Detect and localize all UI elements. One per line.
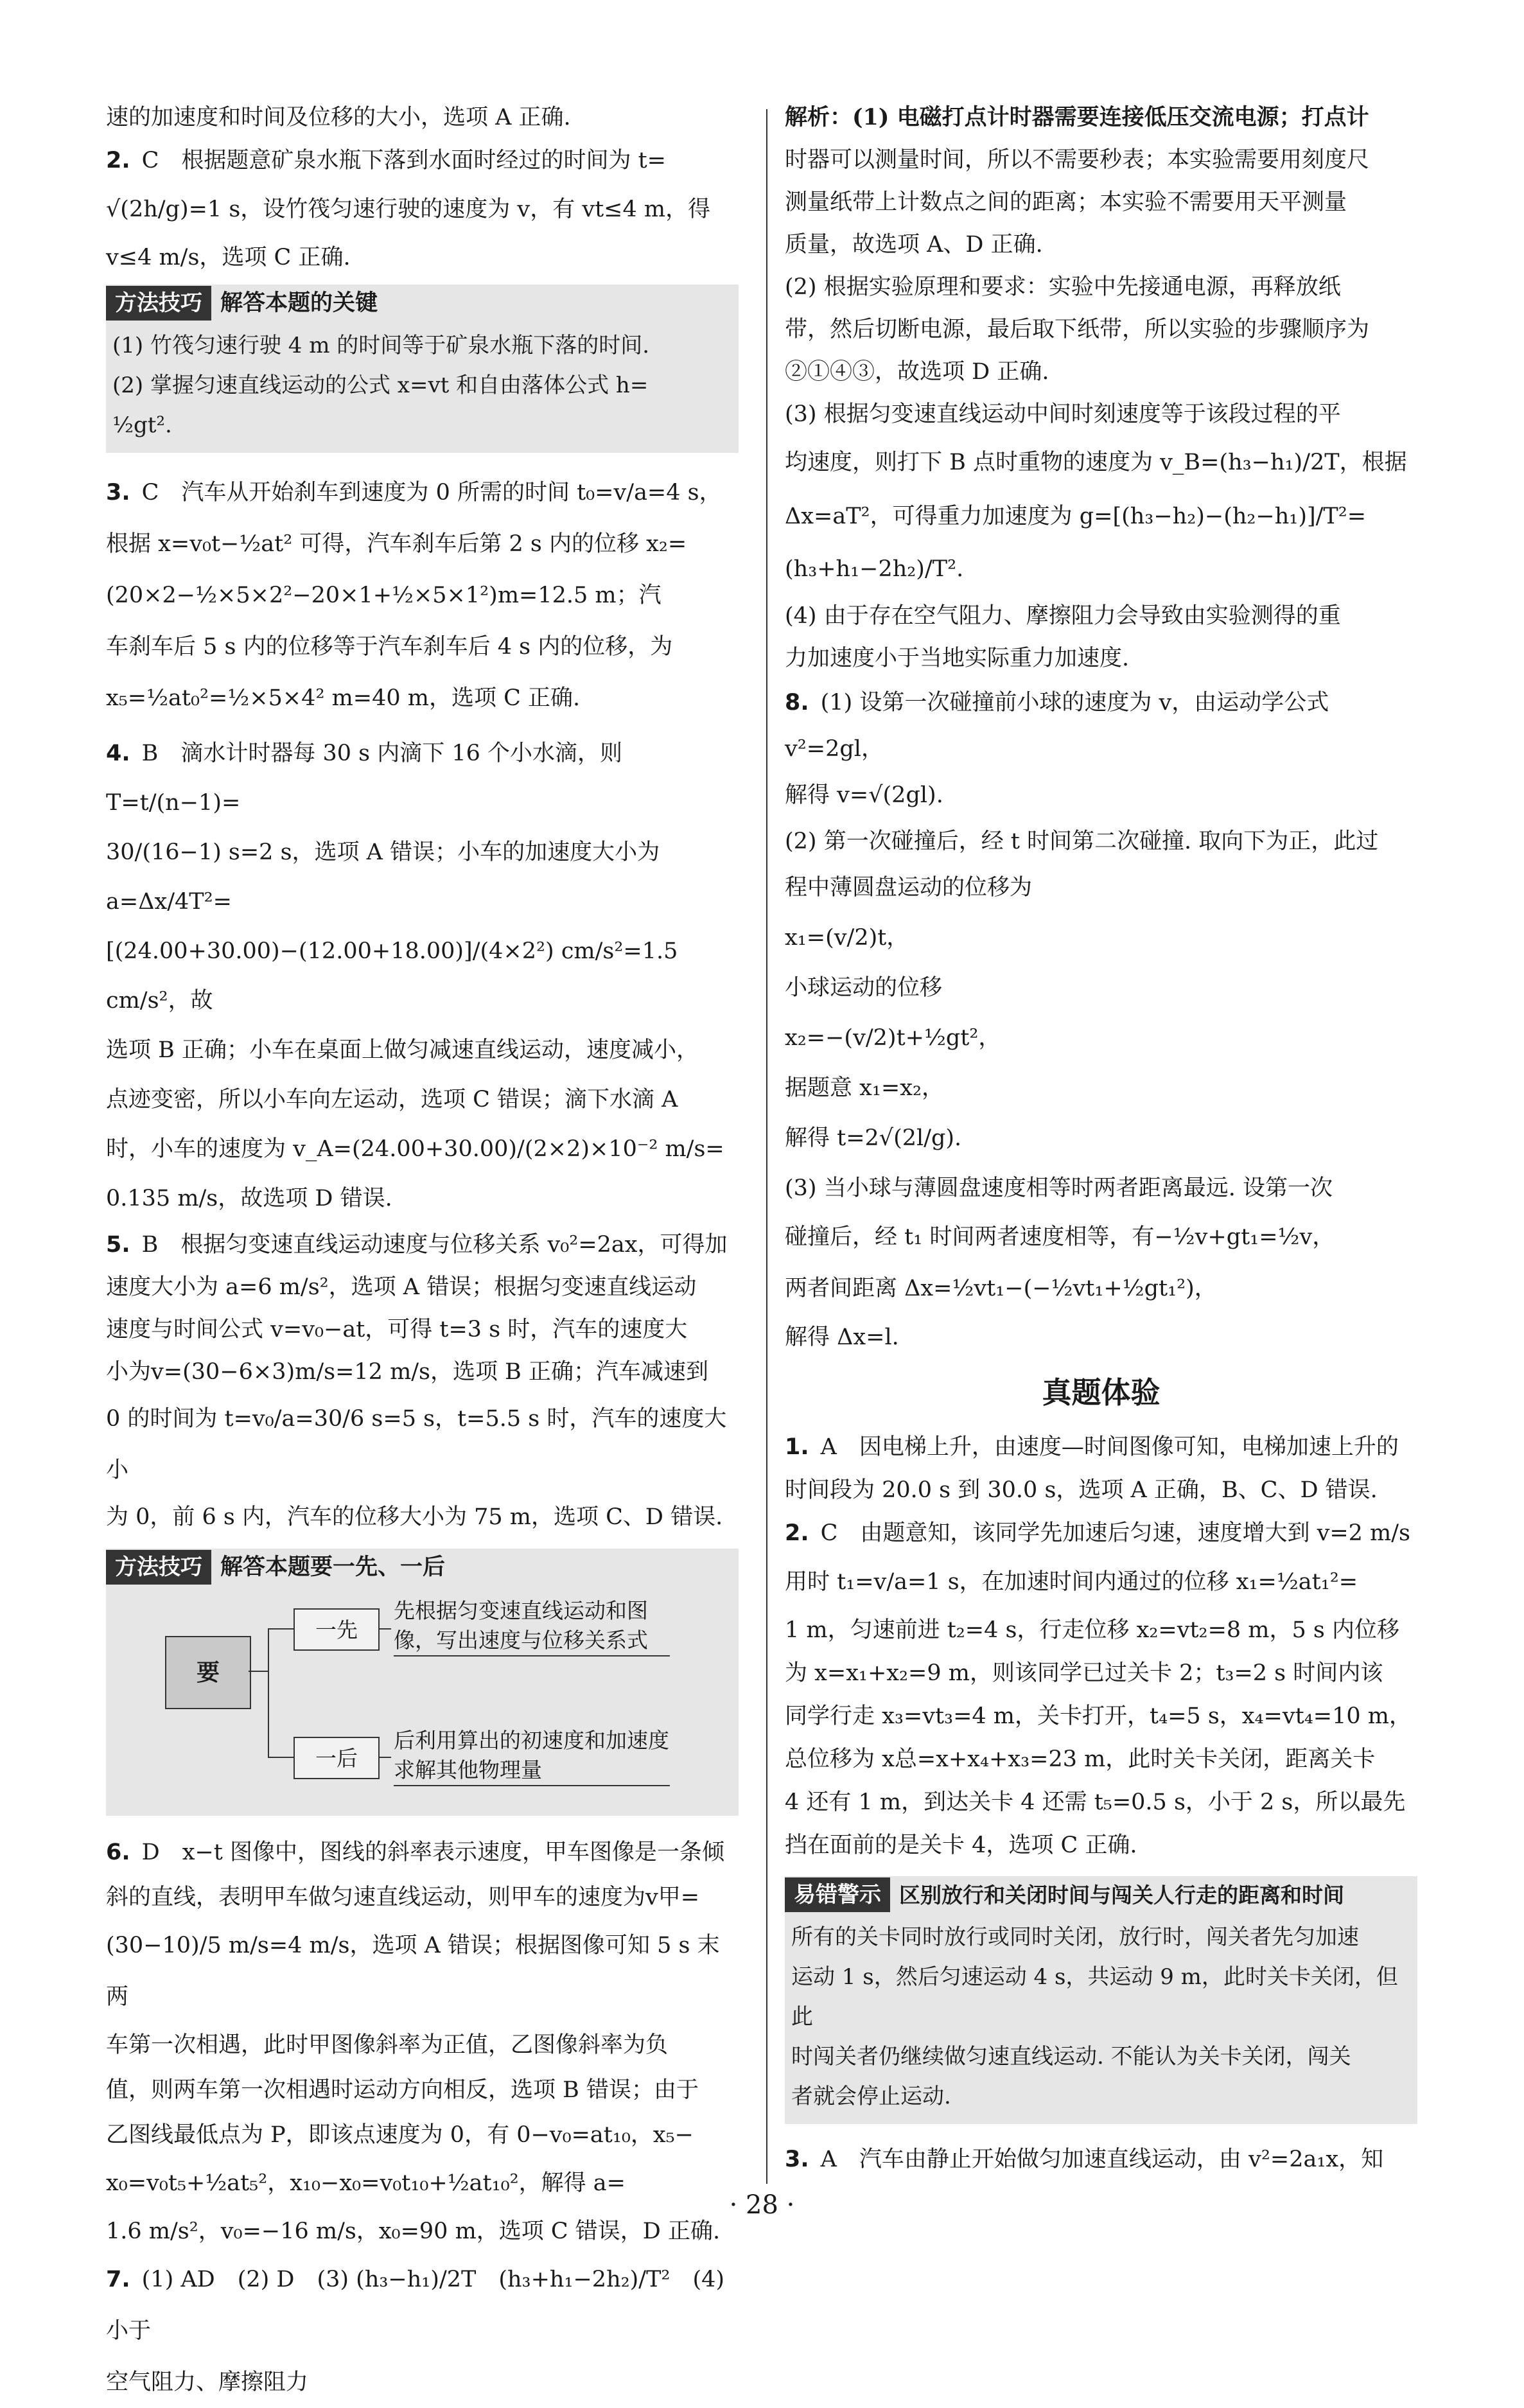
tip-box-method-2 (106, 1549, 739, 1816)
text-line: 带，然后切断电源，最后取下纸带，所以实验的步骤顺序为 (785, 317, 1370, 342)
text-line: (2) 掌握匀速直线运动的公式 x=vt 和自由落体公式 h= (112, 373, 649, 398)
text-line: 车刹车后 5 s 内的位移等于汽车刹车后 4 s 内的位移，为 (106, 634, 673, 660)
text-line: 解析：(1) 电磁打点计时器需要连接低压交流电源；打点计 (785, 104, 1369, 130)
answer-2 (106, 139, 739, 279)
text-line: 车第一次相遇，此时甲图像斜率为正值，乙图像斜率为负 (106, 2032, 669, 2058)
text-line: 程中薄圆盘运动的位移为 (785, 875, 1033, 901)
text-line: 点迹变密，所以小车向左运动，选项 C 错误；滴下水滴 A (106, 1087, 678, 1112)
mind-map (106, 1592, 739, 1804)
text-line: [(24.00+30.00)−(12.00+18.00)]/(4×2²) cm/s²=1.5 cm/s²，故 (106, 938, 678, 1014)
mind-map-root: 要 (165, 1636, 251, 1709)
answer-number: 8. (785, 690, 809, 716)
text-line: 斜的直线，表明甲车做匀速直线运动，则甲车的速度为v甲= (106, 1885, 700, 1910)
text-line: 根据 x=v₀t−½at² 可得，汽车刹车后第 2 s 内的位移 x₂= (106, 531, 687, 557)
analysis-block (785, 96, 1417, 680)
tip-title: 区别放行和关闭时间与闯关人行走的距离和时间 (899, 1882, 1344, 1908)
text-line: (2) 根据实验原理和要求：实验中先接通电源，再释放纸 (785, 274, 1341, 300)
connector (249, 1671, 268, 1672)
tip-title: 解答本题要一先、一后 (220, 1554, 446, 1580)
connector (268, 1757, 293, 1758)
text-line: C 由题意知，该同学先加速后匀速，速度增大到 v=2 m/s (820, 1520, 1410, 1546)
text-line: x₁=(v/2)t， (785, 925, 909, 951)
text-line: (30−10)/5 m/s=4 m/s，选项 A 错误；根据图像可知 5 s 末两 (106, 1933, 720, 2010)
left-column (106, 96, 739, 2408)
text-line: 运动 1 s，然后匀速运动 4 s，共运动 9 m，此时关卡关闭，但此 (791, 1964, 1398, 2030)
tip-box-method-1 (106, 285, 739, 453)
text-line: (3) 当小球与薄圆盘速度相等时两者距离最远. 设第一次 (785, 1175, 1333, 1201)
text-line: (4) 由于存在空气阻力、摩擦阻力会导致由实验测得的重 (785, 603, 1341, 629)
text-line: 两者间距离 Δx=½vt₁−(−½vt₁+½gt₁²)， (785, 1276, 1217, 1301)
text-line: A 因电梯上升，由速度—时间图像可知，电梯加速上升的 (820, 1434, 1399, 1460)
text-line: 为 0，前 6 s 内，汽车的位移大小为 75 m，选项 C、D 错误. (106, 1504, 723, 1530)
text-line: 碰撞后，经 t₁ 时间两者速度相等，有−½v+gt₁=½v， (785, 1224, 1335, 1250)
tip-tag: 方法技巧 (106, 1550, 211, 1585)
answer-number: 5. (106, 1232, 130, 1258)
text-line: A 汽车由静止开始做匀加速直线运动，由 v²=2a₁x，知 (820, 2147, 1384, 2172)
answer-number: 4. (106, 741, 130, 766)
text-line: 用时 t₁=v/a=1 s，在加速时间内通过的位移 x₁=½at₁²= (785, 1569, 1358, 1595)
text-line: (20×2−½×5×2²−20×1+½×5×1²)m=12.5 m；汽 (106, 583, 661, 608)
text-line: 质量，故选项 A、D 正确. (785, 232, 1043, 258)
connector (378, 1628, 391, 1630)
text-line: (3) 根据匀变速直线运动中间时刻速度等于该段过程的平 (785, 401, 1341, 427)
text-line: v²=2gl， (785, 736, 884, 762)
text-line: 解得 Δx=l. (785, 1324, 899, 1350)
text-line: ½gt². (112, 412, 172, 438)
section-title: 真题体验 (1042, 1375, 1161, 1410)
text-line: 1.6 m/s²，v₀=−16 m/s，x₀=90 m，选项 C 错误，D 正确. (106, 2219, 721, 2244)
answer-number: 2. (106, 148, 130, 173)
text-line: 4 还有 1 m，到达关卡 4 还需 t₅=0.5 s，小于 2 s，所以最先 (785, 1789, 1406, 1815)
text-line: (1) 竹筏匀速行驶 4 m 的时间等于矿泉水瓶下落的时间. (112, 333, 650, 358)
text-line: 速度与时间公式 v=v₀−at，可得 t=3 s 时，汽车的速度大 (106, 1317, 688, 1342)
answer-number: 6. (106, 1840, 130, 1865)
text-line: x₂=−(v/2)t+½gt²， (785, 1025, 1001, 1051)
mind-map-node-first: 一先 (293, 1608, 380, 1651)
connector (268, 1628, 293, 1630)
text-line: 时闯关者仍继续做匀速直线运动. 不能认为关卡关闭，闯关 (791, 2044, 1351, 2070)
text-line: B 根据匀变速直线运动速度与位移关系 v₀²=2ax，可得加 (141, 1232, 728, 1258)
connector (268, 1628, 269, 1757)
answer-7 (106, 2254, 739, 2408)
tip-tag: 易错警示 (785, 1877, 890, 1912)
text-line: 均速度，则打下 B 点时重物的速度为 v_B=(h₃−h₁)/2T，根据 (785, 450, 1407, 475)
tip-tag: 方法技巧 (106, 286, 211, 321)
connector (378, 1757, 391, 1758)
text-line: 乙图线最低点为 P，即该点速度为 0，有 0−v₀=at₁₀，x₅− (106, 2122, 694, 2148)
text-line: 0 的时间为 t=v₀/a=30/6 s=5 s，t=5.5 s 时，汽车的速度大小 (106, 1406, 727, 1483)
text-line: C 汽车从开始刹车到速度为 0 所需的时间 t₀=v/a=4 s， (141, 480, 722, 505)
text-line: 时器可以测量时间，所以不需要秒表；本实验需要用刻度尺 (785, 147, 1370, 173)
text-line: 速的加速度和时间及位移的大小，选项 A 正确. (106, 105, 571, 130)
answer-number: 2. (785, 1520, 809, 1546)
tip-box-warning (785, 1876, 1417, 2124)
text-line: 选项 B 正确；小车在桌面上做匀减速直线运动，速度减小， (106, 1037, 699, 1063)
answer-number: 3. (106, 480, 130, 505)
mind-map-node-later: 一后 (293, 1737, 380, 1779)
text-line: 时间段为 20.0 s 到 30.0 s，选项 A 正确，B、C、D 错误. (785, 1477, 1378, 1503)
answer-3 (106, 467, 739, 724)
answer-number: 7. (106, 2267, 130, 2292)
text-line: 时，小车的速度为 v_A=(24.00+30.00)/(2×2)×10⁻² m/s= (106, 1136, 724, 1162)
answer-number: 1. (785, 1434, 809, 1460)
text-line: 1 m，匀速前进 t₂=4 s，行走位移 x₂=vt₂=8 m，5 s 内位移 (785, 1617, 1399, 1643)
text-line: 小球运动的位移 (785, 975, 943, 1001)
text-line: 据题意 x₁=x₂， (785, 1075, 944, 1101)
text-line: (1) 设第一次碰撞前小球的速度为 v，由运动学公式 (820, 690, 1329, 716)
text-line: 所有的关卡同时放行或同时关闭，放行时，闯关者先匀加速 (791, 1924, 1359, 1950)
text-line: √(2h/g)=1 s，设竹筏匀速行驶的速度为 v，有 vt≤4 m，得 (106, 197, 711, 222)
answer-4 (106, 729, 739, 1224)
text-line: 者就会停止运动. (791, 2084, 951, 2109)
text-line: 解得 v=√(2gl). (785, 782, 943, 808)
mind-map-text-first: 先根据匀变速直线运动和图像，写出速度与位移关系式 (394, 1596, 670, 1657)
text-line: 空气阻力、摩擦阻力 (106, 2369, 309, 2395)
text-line: B 滴水计时器每 30 s 内滴下 16 个小水滴，则 T=t/(n−1)= (106, 741, 623, 816)
text-line: D x−t 图像中，图线的斜率表示速度，甲车图像是一条倾 (141, 1840, 724, 1865)
text-line: 速度大小为 a=6 m/s²，选项 A 错误；根据匀变速直线运动 (106, 1274, 697, 1300)
text-line: 为 x=x₁+x₂=9 m，则该同学已过关卡 2；t₃=2 s 时间内该 (785, 1660, 1383, 1686)
column-divider (766, 109, 767, 2184)
text-line: 30/(16−1) s=2 s，选项 A 错误；小车的加速度大小为 a=Δx/4T²= (106, 839, 660, 915)
answer-8 (785, 680, 1417, 1360)
real-exam-3 (785, 2138, 1417, 2181)
text-line: 解得 t=2√(2l/g). (785, 1125, 962, 1151)
text-line: 力加速度小于当地实际重力加速度. (785, 646, 1130, 671)
text-line: ②①④③，故选项 D 正确. (785, 359, 1049, 385)
text-line: Δx=aT²，可得重力加速度为 g=[(h₃−h₂)−(h₂−h₁)]/T²= (785, 504, 1367, 529)
text-line: (2) 第一次碰撞后，经 t 时间第二次碰撞. 取向下为正，此过 (785, 829, 1379, 854)
page-number: · 28 · (729, 2190, 795, 2220)
tip-title: 解答本题的关键 (220, 290, 378, 316)
text-line: (h₃+h₁−2h₂)/T². (785, 556, 964, 582)
text-line: v≤4 m/s，选项 C 正确. (106, 245, 351, 270)
real-exam-1 (785, 1426, 1417, 1512)
text-line: 值，则两车第一次相遇时运动方向相反，选项 B 错误；由于 (106, 2077, 699, 2103)
real-exam-2 (785, 1512, 1417, 1867)
text-line: 测量纸带上计数点之间的距离；本实验不需要用天平测量 (785, 189, 1347, 215)
right-column (785, 96, 1417, 2181)
text-line: x₀=v₀t₅+½at₅²，x₁₀−x₀=v₀t₁₀+½at₁₀²，解得 a= (106, 2170, 626, 2196)
text-line: x₅=½at₀²=½×5×4² m=40 m，选项 C 正确. (106, 685, 581, 711)
text-line: 同学行走 x₃=vt₃=4 m，关卡打开，t₄=5 s，x₄=vt₄=10 m， (785, 1703, 1412, 1729)
answer-number: 3. (785, 2147, 809, 2172)
text-line: C 根据题意矿泉水瓶下落到水面时经过的时间为 t= (141, 148, 666, 173)
text-line: 挡在面前的是关卡 4，选项 C 正确. (785, 1832, 1137, 1858)
text-line: 小为v=(30−6×3)m/s=12 m/s，选项 B 正确；汽车减速到 (106, 1359, 708, 1385)
mind-map-text-later: 后利用算出的初速度和加速度求解其他物理量 (394, 1726, 670, 1786)
text-line: 总位移为 x总=x+x₄+x₃=23 m，此时关卡关闭，距离关卡 (785, 1746, 1376, 1772)
text-line: (1) AD (2) D (3) (h₃−h₁)/2T (h₃+h₁−2h₂)/T² (4) 小于 (106, 2267, 725, 2344)
answer-5 (106, 1224, 739, 1538)
text-line: 0.135 m/s，故选项 D 错误. (106, 1186, 392, 1211)
